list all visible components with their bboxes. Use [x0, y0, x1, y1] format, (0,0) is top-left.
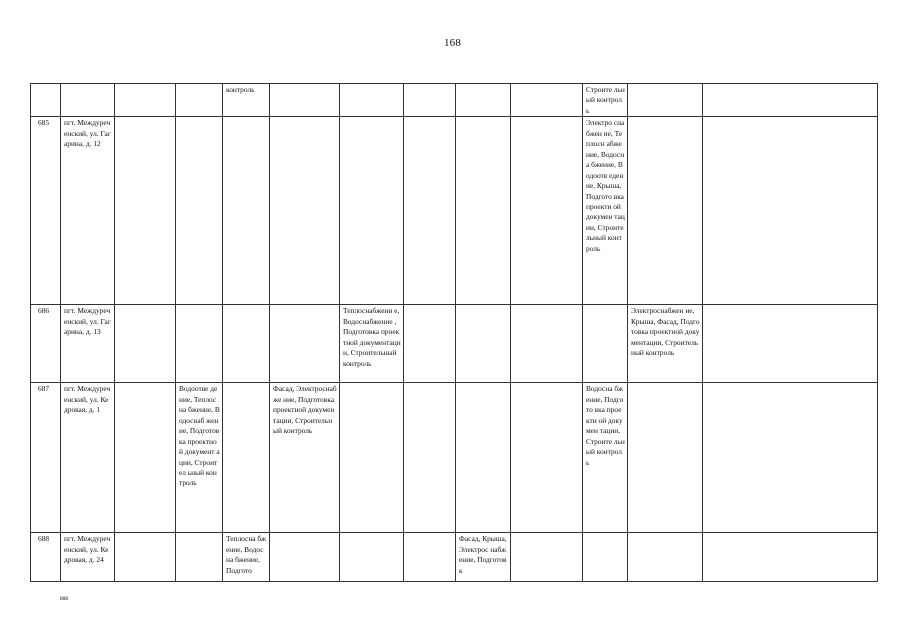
table-cell	[404, 383, 456, 533]
table-cell: Теплосна бжение, Водосна бжение, Подгото	[223, 533, 270, 582]
table-cell	[628, 84, 703, 117]
table-cell	[583, 305, 628, 383]
table-cell	[703, 533, 878, 582]
row-number-cell: 685	[31, 117, 61, 305]
table-cell	[404, 84, 456, 117]
table-cell: Электро снабжен ие, Теплосн абжение, Водосна бжение, Водоотв едение, Крыша, Подгото вка проекти ой докумен тации, Строите льный контроль	[583, 117, 628, 305]
table-cell	[270, 305, 340, 383]
table-row	[31, 84, 878, 117]
table-cell	[583, 533, 628, 582]
table-cell	[628, 117, 703, 305]
row-number-cell: 687	[31, 383, 61, 533]
table-cell: Строите льный контроль	[583, 84, 628, 117]
table-cell	[628, 383, 703, 533]
table-cell: пгт. Междуреч енский, ул. Гагарина, д. 13	[61, 305, 115, 383]
page-number: 168	[443, 37, 462, 49]
table-cell: Фасад, Крыша, Электрос набжение, Подготовк	[456, 533, 511, 582]
table-cell	[404, 305, 456, 383]
table-cell: пгт. Междуреч енский, ул. Кедровая, д. 1	[61, 383, 115, 533]
table-cell	[270, 117, 340, 305]
table-cell	[511, 533, 583, 582]
table-cell	[456, 117, 511, 305]
table-cell	[456, 383, 511, 533]
table-cell	[703, 383, 878, 533]
table-cell	[176, 305, 223, 383]
table-row	[31, 305, 878, 383]
table-cell: Фасад, Электроснабже ние, Подготовка проектной документации, Строительный контроль	[270, 383, 340, 533]
table-cell	[340, 84, 404, 117]
table-cell	[456, 84, 511, 117]
table-cell: Теплоснабжени е, Водоснабжение , Подготовка проектной документации, Строительный контроль	[340, 305, 404, 383]
table-cell	[270, 533, 340, 582]
table-cell	[340, 533, 404, 582]
row-number-cell: 688	[31, 533, 61, 582]
table-cell	[703, 117, 878, 305]
table-cell: пгт. Междуреч енский, ул. Кедровая, д. 24	[61, 533, 115, 582]
table-cell	[176, 84, 223, 117]
table-cell	[340, 117, 404, 305]
table-row	[31, 533, 878, 582]
table-cell	[511, 305, 583, 383]
works-table	[30, 83, 878, 582]
table-cell	[115, 117, 176, 305]
table-cell	[223, 305, 270, 383]
table-cell	[511, 117, 583, 305]
table-cell: Водосна бжение, Подгото вка проекти ой докумен тации, Строите льный контроль	[583, 383, 628, 533]
table-cell	[703, 305, 878, 383]
table-cell	[176, 117, 223, 305]
table-cell: Электроснабжен ие, Крыша, Фасад, Подготовка проектной документации, Строительный контроль	[628, 305, 703, 383]
table-cell	[115, 383, 176, 533]
table-cell	[61, 84, 115, 117]
table-row	[31, 383, 878, 533]
table-cell	[115, 84, 176, 117]
table-cell	[223, 117, 270, 305]
table-cell	[340, 383, 404, 533]
table-cell	[115, 305, 176, 383]
row-number-cell: 686	[31, 305, 61, 383]
table-cell	[456, 305, 511, 383]
table-row	[31, 117, 878, 305]
table-cell: контроль	[223, 84, 270, 117]
footer-text: ии	[60, 593, 68, 602]
table-cell	[176, 533, 223, 582]
table-cell	[511, 84, 583, 117]
table-cell	[511, 383, 583, 533]
table-cell	[628, 533, 703, 582]
table-cell	[404, 117, 456, 305]
row-number-cell	[31, 84, 61, 117]
table-cell	[270, 84, 340, 117]
table-cell: Водоотве дение, Теплосна бжение, Водоснаб жение, Подготов ка проектно й документ ации, Строител ьный контроль	[176, 383, 223, 533]
table-cell	[223, 383, 270, 533]
table-cell: пгт. Междуреч енский, ул. Гагарина, д. 12	[61, 117, 115, 305]
table-cell	[404, 533, 456, 582]
table-cell	[703, 84, 878, 117]
table-cell	[115, 533, 176, 582]
